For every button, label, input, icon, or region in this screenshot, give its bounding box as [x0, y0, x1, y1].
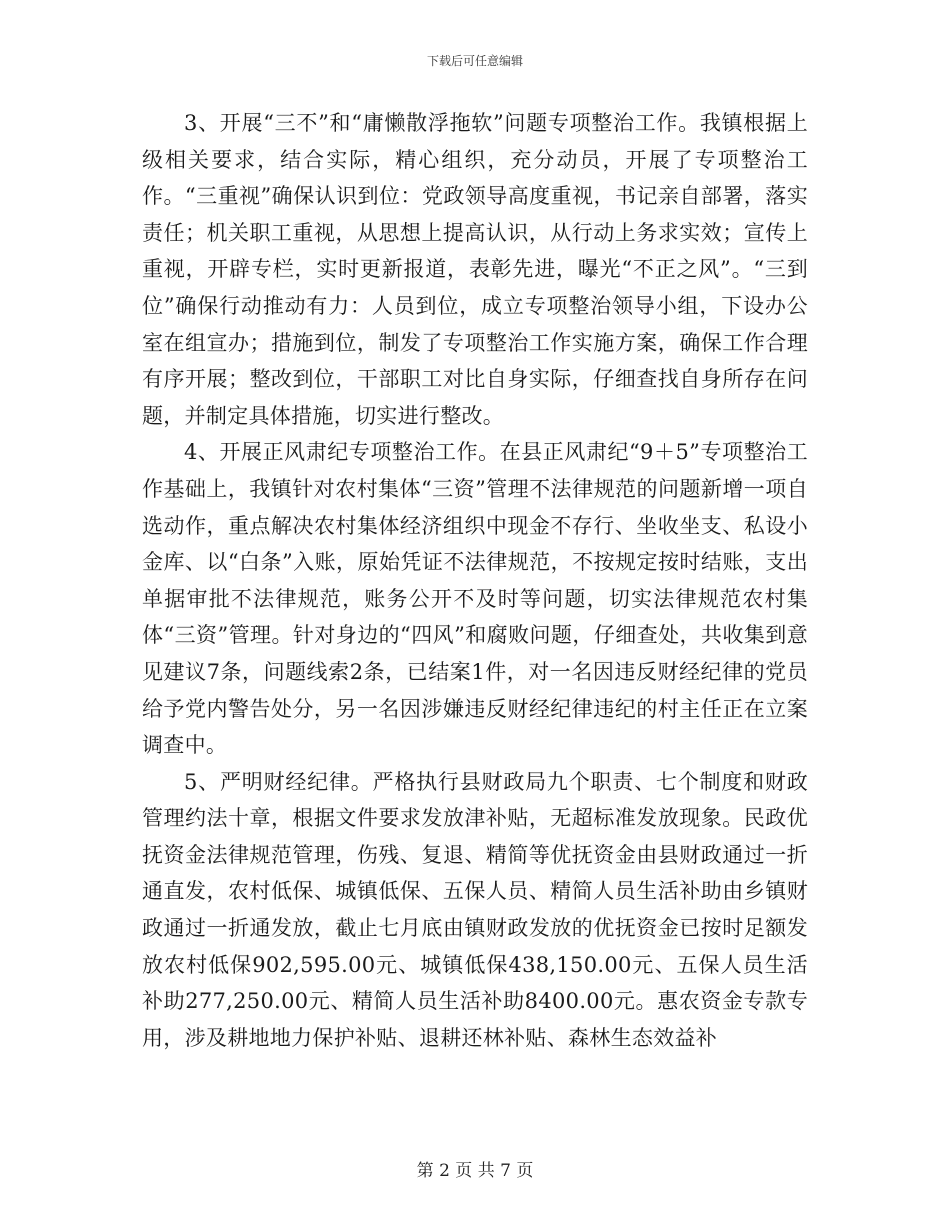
paragraph-item-5: 5、严明财经纪律。严格执行县财政局九个职责、七个制度和财政管理约法十章，根据文件要求发放津补贴，无超标准发放现象。民政优抚资金法律规范管理，伤残、复退、精简等优抚资金由县财政通过一折通直发，农村低保、城镇低保、五保人员、精简人员生活补助由乡镇财政通过一折通发放，截止七月底由镇财政发放的优抚资金已按时足额发放农村低保902,595.00元、城镇低保438,150.00元、五保人员生活补助277,250.00元、精简人员生活补助8400.00元。惠农资金专款专用，涉及耕地地力保护补贴、退耕还林补贴、森林生态效益补: [142, 769, 808, 1050]
page-number: 第 2 页 共 7 页: [416, 1161, 534, 1181]
page-header-note: 下载后可任意编辑: [426, 54, 523, 68]
paragraph-item-4: 4、开展正风肃纪专项整治工作。在县正风肃纪“9＋5”专项整治工作基础上，我镇针对农村集体“三资”管理不法律规范的问题新增一项自选动作，重点解决农村集体经济组织中现金不存行、坐收坐支、私设小金库、以“白条”入账，原始凭证不法律规范，不按规定按时结账，支出单据审批不法律规范，账务公开不及时等问题，切实法律规范农村集体“三资”管理。针对身边的“四风”和腐败问题，仔细查处，共收集到意见建议7条，问题线索2条，已结案1件，对一名因违反财经纪律的党员给予党内警告处分，另一名因涉嫌违反财经纪律违纪的村主任正在立案调查中。: [142, 440, 808, 758]
document-body: [142, 105, 808, 1056]
paragraph-item-3: 3、开展“三不”和“庸懒散浮拖软”问题专项整治工作。我镇根据上级相关要求，结合实际，精心组织，充分动员，开展了专项整治工作。“三重视”确保认识到位：党政领导高度重视，书记亲自部署，落实责任；机关职工重视，从思想上提高认识，从行动上务求实效；宣传上重视，开辟专栏，实时更新报道，表彰先进，曝光“不正之风”。“三到位”确保行动推动有力：人员到位，成立专项整治领导小组，下设办公室在组宣办；措施到位，制发了专项整治工作实施方案，确保工作合理有序开展；整改到位，干部职工对比自身实际，仔细查找自身所存在问题，并制定具体措施，切实进行整改。: [142, 111, 808, 428]
